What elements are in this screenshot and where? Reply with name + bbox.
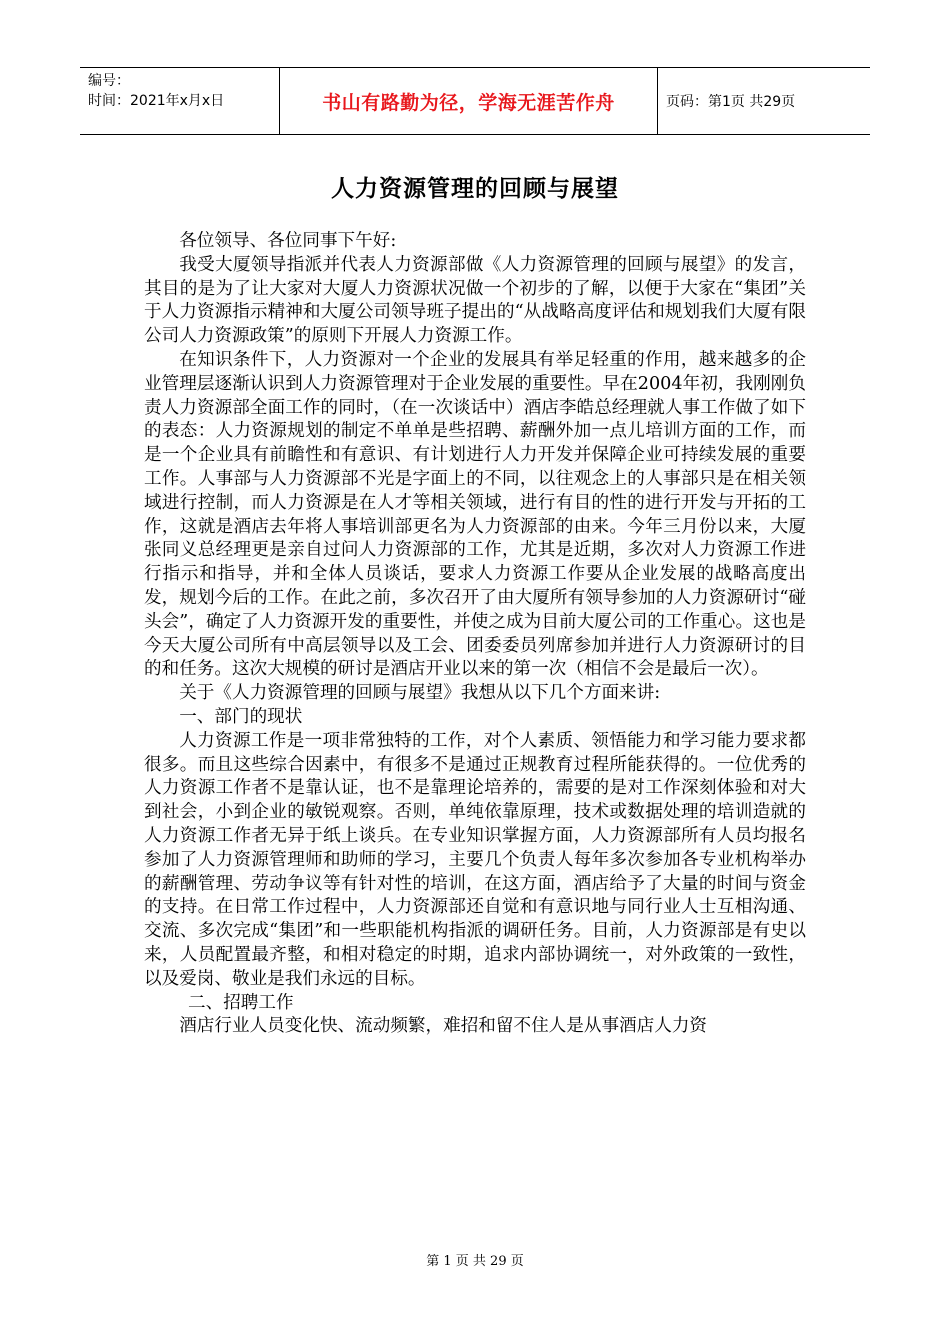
document-time-label: 时间：2021年x月x日 xyxy=(88,93,225,109)
section-heading: 一、部门的现状 xyxy=(179,706,303,727)
body-paragraph: 在知识条件下，人力资源对一个企业的发展具有举足轻重的作用，越来越多的企业管理层逐渐认识到人力资源管理对于企业发展的重要性。早在2004年初，我刚刚负责人力资源部全面工作的同时，（在一次谈话中）酒店李皓总经理就人事工作做了如下的表态：人力资源规划的制定不单单是些招聘、薪酬外加一点儿培训方面的工作，而是一个企业具有前瞻性和有意识、有计划进行人力开发并保障企业可持续发展的重要工作。人事部与人力资源部不光是字面上的不同，以往观念上的人事部只是在相关领域进行控制，而人力资源是在人才等相关领域，进行有目的性的进行开发与开拓的工作，这就是酒店去年将人事培训部更名为人力资源部的由来。今年三月份以来，大厦张同义总经理更是亲自过问人力资源部的工作，尤其是近期，多次对人力资源工作进行指示和指导，并和全体人员谈话，要求人力资源工作要从企业发展的战略高度出发，规划今后的工作。在此之前，多次召开了由大厦所有领导参加的人力资源研讨“碰头会”，确定了人力资源开发的重要性，并使之成为目前大厦公司的工作重心。这也是今天大厦公司所有中高层领导以及工会、团委委员列席参加并进行人力资源研讨的目的和任务。这次大规模的研讨是酒店开业以来的第一次（相信不会是最后一次）。 xyxy=(144,349,806,680)
header-page-info: 页码：第1页 共29页 xyxy=(666,94,796,110)
header-motto: 书山有路勤为径，学海无涯苦作舟 xyxy=(280,68,658,134)
header-meta xyxy=(80,68,280,134)
section-heading: 二、招聘工作 xyxy=(188,992,294,1013)
body-paragraph: 我受大厦领导指派并代表人力资源部做《人力资源管理的回顾与展望》的发言，其目的是为了让大家对大厦人力资源状况做一个初步的了解，以便于大家在“集团”关于人力资源指示精神和大厦公司领导班子提出的“从战略高度评估和规划我们大厦有限公司人力资源政策”的原则下开展人力资源工作。 xyxy=(144,254,806,347)
body-paragraph: 关于《人力资源管理的回顾与展望》我想从以下几个方面来讲: xyxy=(179,683,661,704)
document-body xyxy=(144,230,806,1039)
document-number-label: 编号： xyxy=(88,73,130,89)
body-paragraph: 人力资源工作是一项非常独特的工作，对个人素质、领悟能力和学习能力要求都很多。而且这些综合因素中，有很多不是通过正规教育过程所能获得的。一位优秀的人力资源工作者不是靠认证，也不是靠理论培养的，需要的是对工作深刻体验和对大到社会，小到企业的敏锐观察。否则，单纯依靠原理，技术或数据处理的培训造就的人力资源工作者无异于纸上谈兵。在专业知识掌握方面，人力资源部所有人员均报名参加了人力资源管理师和助师的学习，主要几个负责人每年多次参加各专业机构举办的薪酬管理、劳动争议等有针对性的培训，在这方面，酒店给予了大量的时间与资金的支持。在日常工作过程中，人力资源部还自觉和有意识地与同行业人士互相沟通、交流、多次完成“集团”和一些职能机构指派的调研任务。目前，人力资源部是有史以来，人员配置最齐整，和相对稳定的时期，追求内部协调统一，对外政策的一致性，以及爱岗、敬业是我们永远的目标。 xyxy=(144,730,806,989)
body-paragraph: 酒店行业人员变化快、流动频繁，难招和留不住人是从事酒店人力资 xyxy=(179,1016,708,1037)
greeting-paragraph: 各位领导、各位同事下午好: xyxy=(179,231,397,251)
page-footer: 第 1 页 共 29 页 xyxy=(426,1254,524,1269)
document-title: 人力资源管理的回顾与展望 xyxy=(331,176,619,202)
header-table xyxy=(80,67,870,135)
